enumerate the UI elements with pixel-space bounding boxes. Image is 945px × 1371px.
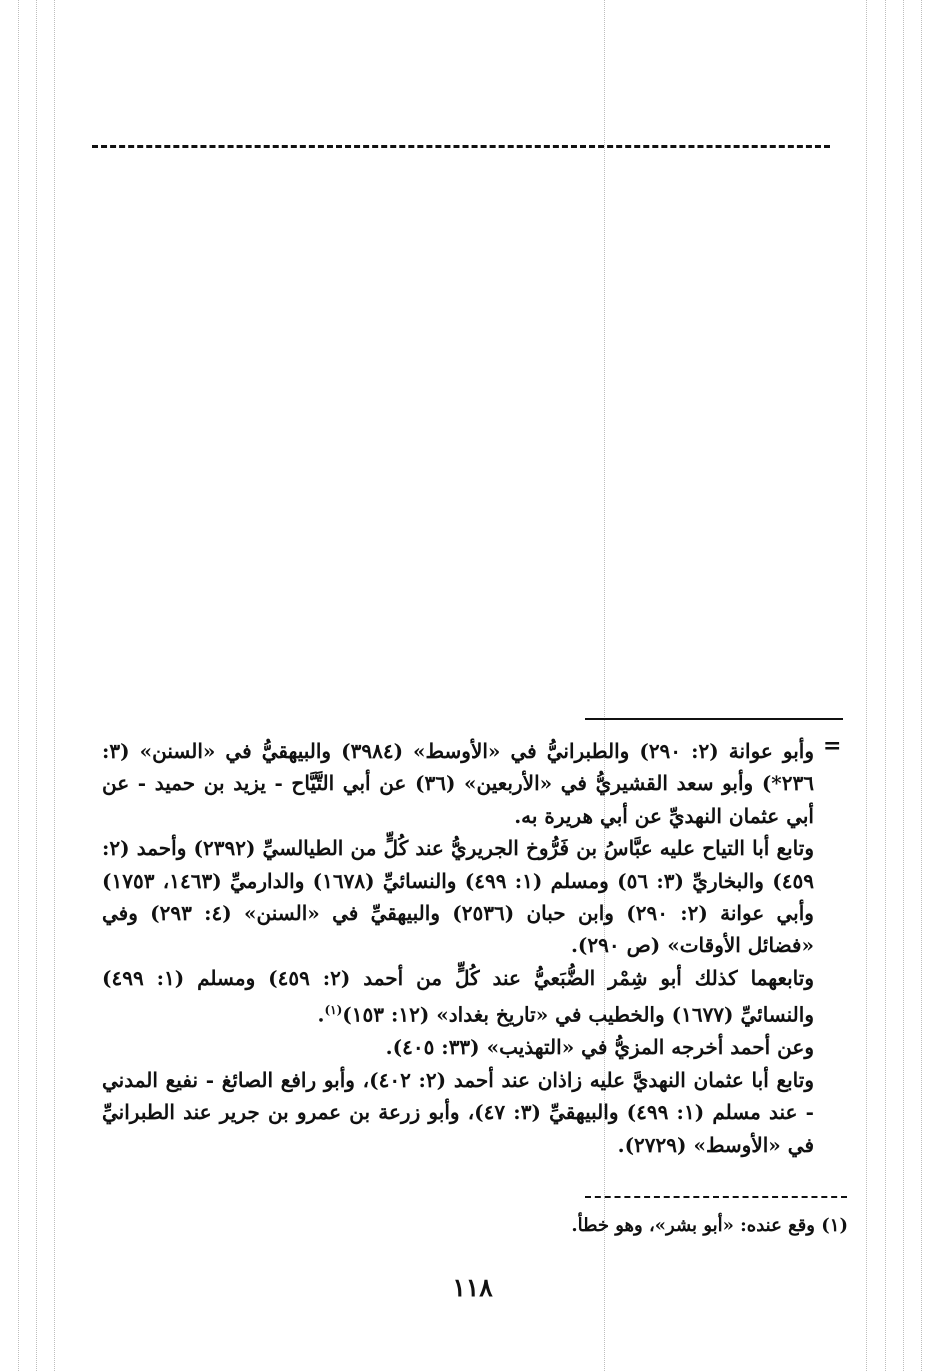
scan-dotted-line bbox=[36, 0, 37, 1371]
paragraph-1: وأبو عوانة (٢: ٢٩٠) والطبرانيُّ في «الأوسط» (٣٩٨٤) والبيهقيُّ في «السنن» (٣: ٢٣٦*) وأبو سعد القشيريُّ في «الأربعين» (٣٦) عن أبي التَّيَّاح - يزيد بن حميد - عن أبي عثمان النهديِّ عن أبي هريرة به. bbox=[102, 739, 814, 828]
page-number: ١١٨ bbox=[452, 1273, 493, 1302]
footnote bbox=[400, 1213, 848, 1239]
footnote-text: وقع عنده: «أبو بشر»، وهو خطأ. bbox=[571, 1215, 815, 1236]
footnote-marker: (١) bbox=[821, 1215, 848, 1236]
scan-dotted-line bbox=[903, 0, 904, 1371]
footnote-separator bbox=[585, 718, 843, 720]
footnote-dashed-rule bbox=[585, 1196, 847, 1198]
paragraph-2: وتابع أبا التياح عليه عبَّاسُ بن فَرُّوخ الجريريُّ عند كُلٍّ من الطيالسيِّ (٢٣٩٢) وأحمد (٢: ٤٥٩) والبخاريِّ (٣: ٥٦) ومسلم (١: ٤٩٩) والنسائيِّ (١٦٧٨) والدارميِّ (١٤٦٣، ١٧٥٣) وأبي عوانة (٢: ٢٩٠) وابن حبان (٢٥٣٦) والبيهقيِّ في «السنن» (٤: ٢٩٣) وفي «فضائل الأوقات» (ص ٢٩٠). bbox=[102, 836, 814, 958]
continuation-mark: = bbox=[823, 733, 842, 759]
paragraph-4: وعن أحمد أخرجه المزيُّ في «التهذيب» (٣٣: ٤٠٥). bbox=[385, 1035, 814, 1060]
scan-dotted-line bbox=[885, 0, 886, 1371]
scan-dotted-line bbox=[921, 0, 922, 1371]
paragraph-5: وتابع أبا عثمان النهديَّ عليه زاذان عند أحمد (٢: ٤٠٢)، وأبو رافع الصائغ - نفيع المدني - عند مسلم (١: ٤٩٩) والبيهقيِّ (٣: ٤٧)، وأبو زرعة بن عمرو بن جرير عند الطبرانيِّ في «الأوسط» (٢٧٢٩). bbox=[102, 1067, 815, 1157]
scan-dotted-line bbox=[604, 0, 605, 1371]
paragraph-3 bbox=[102, 962, 814, 1031]
paragraph-3-text: وتابعهما كذلك أبو شِمْر الضُّبَعيُّ عند كُلٍّ من أحمد (٢: ٤٥٩) ومسلم (١: ٤٩٩) والنسائيِّ (١٦٧٧) والخطيب في «تاريخ بغداد» (١٢: ١٥٣) bbox=[102, 965, 814, 1027]
top-dashed-rule bbox=[92, 145, 830, 148]
footnote-body bbox=[102, 735, 814, 1161]
scan-dotted-line bbox=[54, 0, 55, 1371]
footnote-reference[interactable]: (١) bbox=[324, 1003, 343, 1018]
scan-dotted-line bbox=[18, 0, 19, 1371]
paragraph-3-tail: . bbox=[317, 1002, 325, 1027]
scan-dotted-line bbox=[866, 0, 867, 1371]
